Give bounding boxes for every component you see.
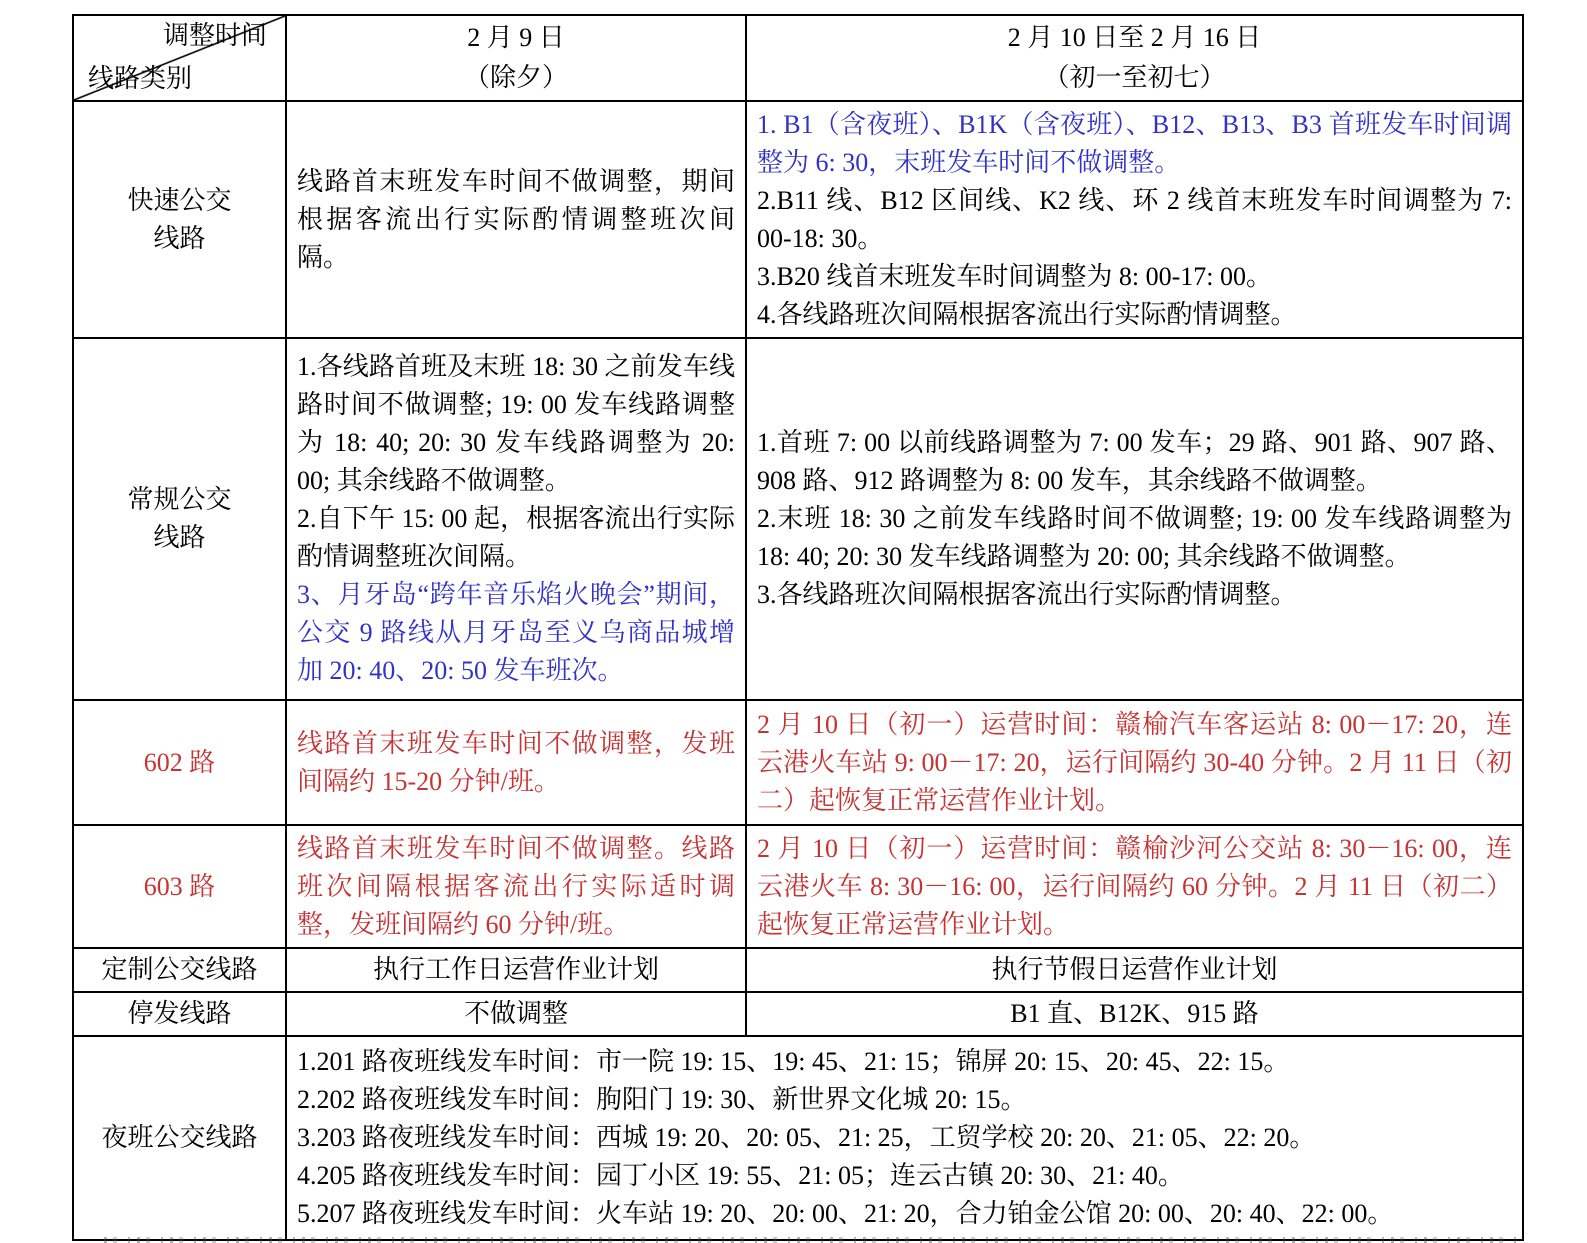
cell-paragraph: 1. B1（含夜班）、B1K（含夜班）、B12、B13、B3 首班发车时间调整为 6: 30，末班发车时间不做调整。 [757, 109, 1512, 177]
bus-schedule-table [72, 14, 1524, 1241]
column-header-note: （除夕） [463, 63, 568, 92]
schedule-cell [746, 992, 1523, 1036]
cell-paragraph: 2.B11 线、B12 区间线、K2 线、环 2 线首末班发车时间调整为 7: 00-18: 30。 [757, 185, 1512, 253]
schedule-cell [286, 948, 746, 992]
cell-paragraph: 1.201 路夜班线发车时间：市一院 19: 15、19: 45、21: 15；锦屏 20: 15、20: 45、22: 15。 [297, 1047, 1290, 1076]
schedule-cell [746, 700, 1523, 825]
table-row [73, 338, 1523, 700]
table-header [73, 15, 1523, 101]
cell-paragraph: 1.首班 7: 00 以前线路调整为 7: 00 发车；29 路、901 路、907 路、908 路、912 路调整为 8: 00 发车，其余线路不做调整。 [757, 428, 1512, 495]
cell-paragraph: 线路首末班发车时间不做调整。线路班次间隔根据客流出行实际适时调整，发班间隔约 60 分钟/班。 [297, 833, 735, 939]
cell-paragraph: 2.自下午 15: 00 起，根据客流出行实际酌情调整班次间隔。 [297, 504, 735, 571]
cell-paragraph: 线路首末班发车时间不做调整，发班间隔约 15-20 分钟/班。 [297, 728, 735, 796]
cell-paragraph: 4.205 路夜班线发车时间：园丁小区 19: 55、21: 05；连云古镇 20: 30、21: 40。 [297, 1161, 1184, 1190]
cell-paragraph: 线路首末班发车时间不做调整，期间根据客流出行实际酌情调整班次间隔。 [297, 166, 735, 272]
cell-paragraph: 3.B20 线首末班发车时间调整为 8: 00-17: 00。 [757, 261, 1272, 291]
cell-paragraph: 3.203 路夜班线发车时间：西城 19: 20、20: 05、21: 25，工贸学校 20: 20、21: 05、22: 20。 [297, 1123, 1316, 1152]
table-body [73, 101, 1523, 1240]
cell-paragraph: 3.各线路班次间隔根据客流出行实际酌情调整。 [757, 580, 1297, 609]
column-header-date: 2 月 10 日至 2 月 16 日 [1007, 23, 1262, 52]
cell-paragraph: 不做调整 [463, 999, 568, 1028]
schedule-cell [746, 825, 1523, 948]
category-cell: 快速公交 线路 [73, 101, 286, 338]
cell-paragraph: 3、月牙岛“跨年音乐焰火晚会”期间，公交 9 路线从月牙岛至义乌商品城增加 20: 40、20: 50 发车班次。 [297, 580, 735, 685]
table-row [73, 101, 1523, 338]
cell-paragraph: 4.各线路班次间隔根据客流出行实际酌情调整。 [757, 299, 1297, 329]
category-cell: 603 路 [73, 825, 286, 948]
cell-paragraph: 执行节假日运营作业计划 [991, 955, 1278, 984]
corner-label-time: 调整时间 [162, 21, 267, 50]
cell-paragraph: B1 直、B12K、915 路 [1010, 999, 1259, 1028]
header-row [73, 15, 1523, 101]
cell-paragraph: 2.202 路夜班线发车时间：朐阳门 19: 30、新世界文化城 20: 15。 [297, 1085, 1027, 1114]
table-row [73, 948, 1523, 992]
cell-paragraph: 执行工作日运营作业计划 [372, 955, 659, 984]
schedule-cell [286, 338, 746, 700]
table-row [73, 992, 1523, 1036]
cell-paragraph: 5.207 路夜班线发车时间：火车站 19: 20、20: 00、21: 20，合力铂金公馆 20: 00、20: 40、22: 00。 [297, 1199, 1394, 1228]
schedule-cell [286, 992, 746, 1036]
category-cell: 停发线路 [73, 992, 286, 1036]
schedule-cell [746, 338, 1523, 700]
column-header-feb10-16 [746, 15, 1523, 101]
corner-inner [74, 16, 285, 100]
corner-header-cell [73, 15, 286, 101]
cutoff-text-strip [104, 1237, 1520, 1243]
cell-paragraph: 2 月 10 日（初一）运营时间：赣榆汽车客运站 8: 00－17: 20，连云港火车站 9: 00－17: 20，运行间隔约 30-40 分钟。2 月 11 日（初二）起恢复正常运营作业计划。 [757, 709, 1512, 815]
column-header-note: （初一至初七） [1043, 63, 1226, 92]
category-cell: 602 路 [73, 700, 286, 825]
schedule-cell [746, 948, 1523, 992]
category-cell: 夜班公交线路 [73, 1036, 286, 1240]
column-header-feb9 [286, 15, 746, 101]
cell-paragraph: 2.末班 18: 30 之前发车线路时间不做调整; 19: 00 发车线路调整为 18: 40; 20: 30 发车线路调整为 20: 00; 其余线路不做调整。 [757, 504, 1512, 571]
category-cell: 定制公交线路 [73, 948, 286, 992]
table-row [73, 1036, 1523, 1240]
schedule-cell [286, 825, 746, 948]
schedule-cell [286, 101, 746, 338]
cell-paragraph: 1.各线路首班及末班 18: 30 之前发车线路时间不做调整; 19: 00 发车线路调整为 18: 40; 20: 30 发车线路调整为 20: 00; 其余线路不做调整。 [297, 352, 735, 495]
schedule-cell [286, 700, 746, 825]
column-header-date: 2 月 9 日 [467, 23, 565, 52]
schedule-cell [746, 101, 1523, 338]
table-row [73, 700, 1523, 825]
category-cell: 常规公交 线路 [73, 338, 286, 700]
corner-label-category: 线路类别 [88, 64, 193, 93]
table-row [73, 825, 1523, 948]
schedule-cell [286, 1036, 1523, 1240]
cell-paragraph: 2 月 10 日（初一）运营时间：赣榆沙河公交站 8: 30－16: 00，连云港火车 8: 30－16: 00，运行间隔约 60 分钟。2 月 11 日（初二）起恢复正常运营作业计划。 [757, 833, 1512, 939]
